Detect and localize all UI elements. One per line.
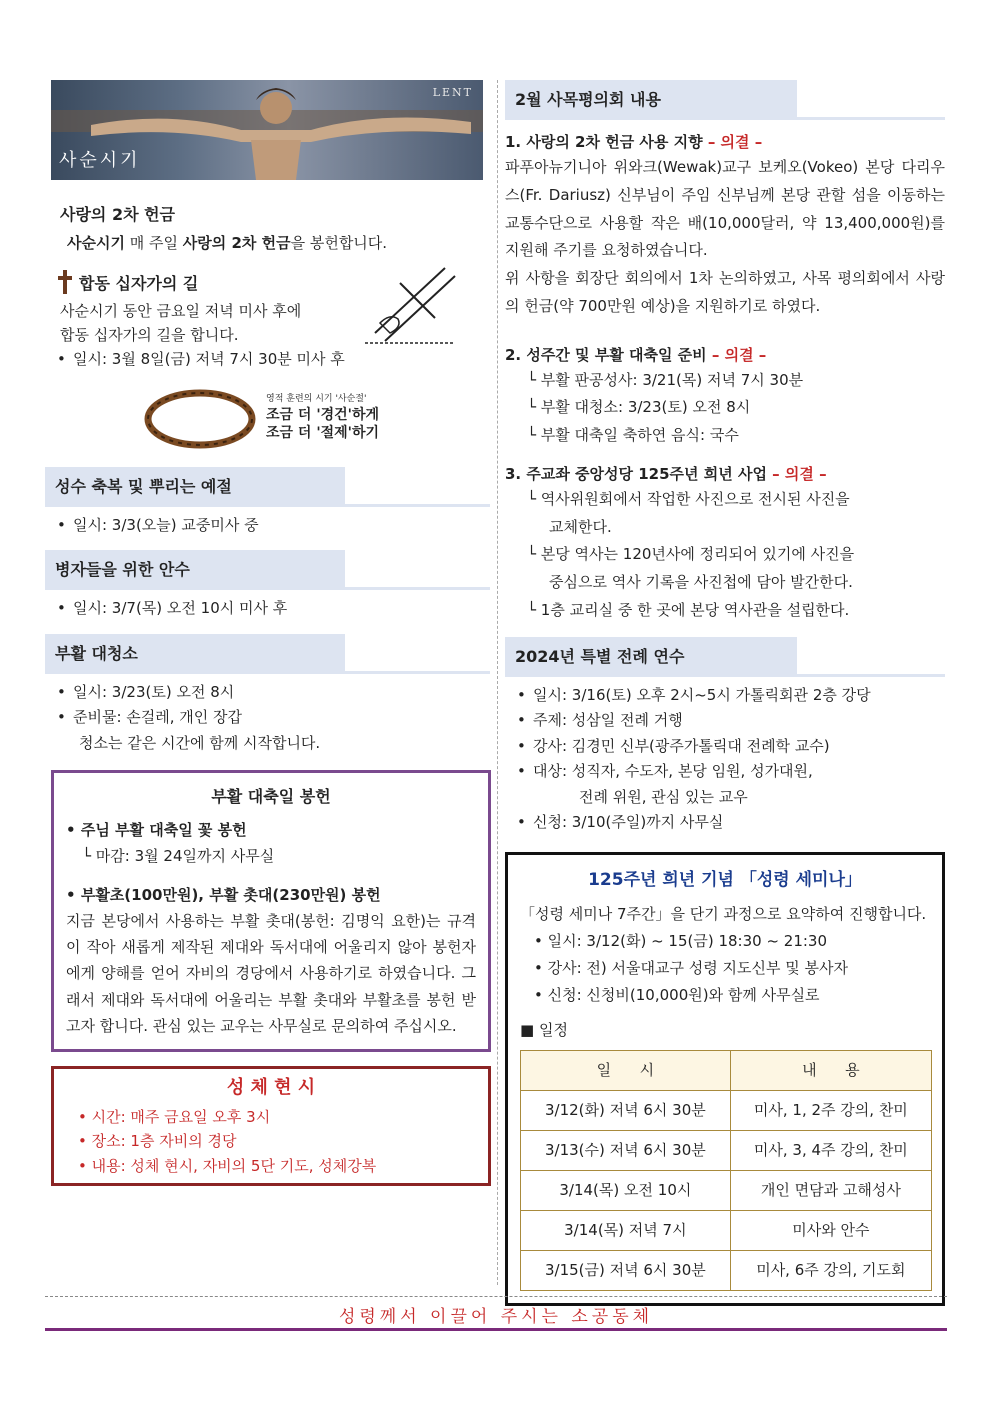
- liturgy-date-text: 일시: 3/16(토) 오후 2시~5시 가톨릭회관 2층 강당: [533, 685, 871, 704]
- holy-water-section: [45, 467, 490, 507]
- liturgy-target-text: 대상: 성직자, 수도자, 본당 임원, 성가대원,: [533, 762, 813, 780]
- lent-banner-image: [51, 80, 483, 180]
- flower-offering-deadline: └ 마감: 3월 24일까지 사무실: [82, 847, 275, 866]
- right-column: [505, 80, 945, 1306]
- lent-label: LENT: [432, 86, 473, 99]
- council-item-2-tag: – 의결 –: [706, 345, 767, 364]
- schedule-date: 3/13(수) 저녁 6시 30분: [521, 1131, 731, 1171]
- footer-divider-bottom: [45, 1328, 947, 1331]
- council-item-1-text-2: 위 사항을 회장단 회의에서 1차 논의하였고, 사목 평의회에서 사랑의 헌금(약 700만원 예상)을 지원하기로 하였다.: [505, 269, 945, 315]
- schedule-header-content: 내 용: [730, 1051, 931, 1091]
- council-item-3-tag: – 의결 –: [766, 464, 827, 483]
- crown-caption: [266, 394, 379, 442]
- liturgy-apply: • 신청: 3/10(주일)까지 사무실: [517, 813, 724, 831]
- council-item-2-head: [505, 343, 945, 367]
- liturgy-theme: • 주제: 성삼일 전례 거행: [517, 711, 683, 729]
- stations-line-1: 사순시기 동안 금요일 저녁 미사 후에: [60, 302, 302, 320]
- liturgy-speaker: • 강사: 김경민 신부(광주가톨릭대 전례학 교수): [517, 736, 830, 755]
- council-item-2-title: 2. 성주간 및 부활 대축일 준비: [505, 345, 707, 364]
- schedule-date: 3/12(화) 저녁 6시 30분: [521, 1091, 731, 1131]
- council-item-2-b: └ 부활 대청소: 3/23(토) 오전 8시: [527, 398, 751, 417]
- text-plain-1: 매 주일: [124, 234, 183, 252]
- schedule-content: 미사, 3, 4주 강의, 찬미: [730, 1131, 931, 1171]
- candle-offering-text: 부활초(100만원), 부활 촛대(230만원) 봉헌: [80, 885, 381, 904]
- holy-water-title: 성수 축복 및 뿌리는 예절: [45, 467, 345, 504]
- council-item-3-b2: 중심으로 역사 기록을 사진첩에 담아 발간한다.: [549, 573, 853, 591]
- stations-title: 합동 십자가의 길: [79, 273, 199, 293]
- seminar-date-text: 일시: 3/12(화) ~ 15(금) 18:30 ~ 21:30: [547, 932, 828, 951]
- schedule-date: 3/14(목) 오전 10시: [521, 1171, 731, 1211]
- carrying-cross-illustration: [360, 263, 460, 348]
- council-section: [505, 80, 945, 120]
- liturgy-target-2: 전례 위원, 관심 있는 교우: [579, 787, 748, 806]
- cross-icon: [57, 269, 73, 295]
- seminar-speaker: • 강사: 전) 서울대교구 성령 지도신부 및 봉사자: [534, 959, 848, 978]
- anointing-date-text: 일시: 3/7(목) 오전 10시 미사 후: [73, 599, 288, 617]
- adoration-place-text: 장소: 1층 자비의 경당: [91, 1132, 237, 1151]
- cleaning-date: • 일시: 3/23(토) 오전 8시: [57, 682, 235, 701]
- holy-water-date-text: 일시: 3/3(오늘) 교중미사 중: [73, 515, 259, 534]
- seminar-title: 125주년 희년 기념 「성령 세미나」: [588, 869, 862, 890]
- seminar-intro: 「성령 세미나 7주간」을 단기 과정으로 요약하여 진행합니다.: [520, 905, 927, 924]
- left-column: [45, 80, 490, 1186]
- text-plain-2: 을 봉헌합니다.: [290, 234, 388, 252]
- council-title: 2월 사목평의회 내용: [505, 80, 797, 117]
- adoration-box: [51, 1066, 491, 1186]
- council-item-3-a1: └ 역사위원회에서 작업한 사진으로 전시된 사진을: [527, 489, 850, 508]
- adoration-place: • 장소: 1층 자비의 경당: [78, 1132, 237, 1151]
- adoration-time-text: 시간: 매주 금요일 오후 3시: [91, 1107, 271, 1126]
- council-item-3-head: [505, 462, 945, 486]
- council-item-1-tag: – 의결 –: [702, 133, 763, 151]
- council-item-2-a: └ 부활 판공성사: 3/21(목) 저녁 7시 30분: [527, 370, 804, 389]
- table-row: [521, 1211, 932, 1251]
- liturgy-theme-text: 주제: 성삼일 전례 거행: [533, 711, 683, 729]
- square-bullet-icon: ■: [520, 1021, 535, 1040]
- council-item-3-a2: 교체한다.: [549, 517, 612, 536]
- crown-of-thorns-block: [140, 383, 490, 455]
- council-item-3-b1: └ 본당 역사는 120년사에 정리되어 있기에 사진을: [527, 545, 855, 564]
- liturgy-date: • 일시: 3/16(토) 오후 2시~5시 가톨릭회관 2층 강당: [517, 685, 871, 704]
- liturgy-apply-text: 신청: 3/10(주일)까지 사무실: [533, 813, 724, 831]
- schedule-label-text: 일정: [538, 1021, 568, 1040]
- text-bold-1: 사순시기: [67, 234, 125, 252]
- adoration-content: • 내용: 성체 현시, 자비의 5단 기도, 성체강복: [78, 1157, 377, 1176]
- schedule-content: 미사, 1, 2주 강의, 찬미: [730, 1091, 931, 1131]
- schedule-header-row: [521, 1051, 932, 1091]
- holy-water-date: • 일시: 3/3(오늘) 교중미사 중: [57, 515, 259, 534]
- cleaning-title: 부활 대청소: [45, 634, 345, 671]
- seminar-box: [505, 852, 945, 1307]
- flower-offering-text: 주님 부활 대축일 꽃 봉헌: [80, 821, 247, 839]
- schedule-header-date: 일 시: [521, 1051, 731, 1091]
- crown-line-2: 조금 더 '절제'하기: [266, 425, 379, 442]
- schedule-date: 3/14(목) 저녁 7시: [521, 1211, 731, 1251]
- schedule-content: 개인 면담과 고해성사: [730, 1171, 931, 1211]
- candle-offering-item: • 부활초(100만원), 부활 촛대(230만원) 봉헌: [66, 885, 381, 904]
- council-item-3-c: └ 1층 교리실 중 한 곳에 본당 역사관을 설립한다.: [527, 600, 850, 619]
- footer-motto: 성령께서 이끌어 주시는 소공동체: [338, 1307, 654, 1327]
- liturgy-title: 2024년 특별 전례 연수: [505, 637, 797, 674]
- flower-offering-item: • 주님 부활 대축일 꽃 봉헌: [66, 821, 247, 839]
- second-collection-title: 사랑의 2차 헌금: [60, 205, 176, 224]
- crown-of-thorns-icon: [140, 383, 260, 455]
- easter-offering-title: 부활 대축일 봉헌: [211, 787, 331, 806]
- table-row: [521, 1131, 932, 1171]
- cleaning-date-text: 일시: 3/23(토) 오전 8시: [73, 682, 235, 701]
- second-collection-text: [45, 231, 490, 255]
- council-item-3-title: 3. 주교좌 중앙성당 125주년 희년 사업: [505, 464, 767, 483]
- schedule-date: 3/15(금) 저녁 6시 30분: [521, 1251, 731, 1291]
- seminar-date: • 일시: 3/12(화) ~ 15(금) 18:30 ~ 21:30: [534, 932, 828, 951]
- crown-line-1: 조금 더 '경건'하게: [266, 407, 379, 424]
- adoration-content-text: 내용: 성체 현시, 자비의 5단 기도, 성체강복: [91, 1157, 377, 1176]
- council-item-1-title: 1. 사랑의 2차 헌금 사용 지향: [505, 133, 703, 151]
- table-row: [521, 1091, 932, 1131]
- cleaning-supplies: • 준비물: 손걸레, 개인 장갑: [57, 708, 243, 726]
- liturgy-speaker-text: 강사: 김경민 신부(광주가톨릭대 전례학 교수): [533, 736, 830, 755]
- schedule-table: [520, 1050, 932, 1291]
- seminar-apply: • 신청: 신청비(10,000원)와 함께 사무실로: [534, 986, 820, 1005]
- stations-date: • 일시: 3월 8일(금) 저녁 7시 30분 미사 후: [57, 350, 345, 368]
- crown-small-caption: 영적 훈련의 시기 '사순절': [266, 394, 367, 405]
- council-item-2-c: └ 부활 대축일 축하연 음식: 국수: [527, 426, 739, 444]
- council-item-1-head: [505, 130, 945, 154]
- schedule-content: 미사, 6주 강의, 기도회: [730, 1251, 931, 1291]
- footer-divider-top: [45, 1296, 947, 1297]
- table-row: [521, 1171, 932, 1211]
- stations-date-text: 일시: 3월 8일(금) 저녁 7시 30분 미사 후: [73, 350, 345, 368]
- council-item-1-text: 파푸아뉴기니아 위와크(Wewak)교구 보케오(Vokeo) 본당 다리우스(Fr. Dariusz) 신부님이 주임 신부님께 본당 관할 섬을 이동하는 교통수단으로 사용할 작은 배(10,000달러, 약 13,400,000원)를 지원해 주기를 요청하였습니다.: [505, 158, 945, 260]
- cleaning-supplies-text: 준비물: 손걸레, 개인 장갑: [73, 708, 243, 726]
- schedule-content: 미사와 안수: [730, 1211, 931, 1251]
- seminar-speaker-text: 강사: 전) 서울대교구 성령 지도신부 및 봉사자: [547, 959, 848, 978]
- candle-offering-paragraph: 지금 본당에서 사용하는 부활 촛대(봉헌: 김명익 요한)는 규격이 작아 새롭게 제작된 제대와 독서대에 어울리지 않아 봉헌자에게 양해를 얻어 자비의 경당에서 사용하기로 하였습니다. 그래서 제대와 독서대에 어울리는 부활 촛대와 부활초를 봉헌 받고자 합니다. 관심 있는 교우는 사무실로 문의하여 주십시오.: [66, 911, 476, 1035]
- adoration-time: • 시간: 매주 금요일 오후 3시: [78, 1107, 271, 1126]
- column-divider: [497, 80, 498, 1285]
- adoration-title: 성 체 현 시: [226, 1077, 316, 1098]
- anointing-section: [45, 550, 490, 590]
- liturgy-section: [505, 637, 945, 677]
- easter-offering-box: [51, 770, 491, 1052]
- anointing-title: 병자들을 위한 안수: [45, 550, 345, 587]
- text-bold-2: 사랑의 2차 헌금: [182, 234, 291, 252]
- schedule-label: [520, 1017, 930, 1044]
- anointing-date: • 일시: 3/7(목) 오전 10시 미사 후: [57, 599, 288, 617]
- stations-line-2: 합동 십자가의 길을 합니다.: [60, 326, 239, 344]
- banner-title: 사순시기: [59, 150, 141, 171]
- cleaning-section: [45, 634, 490, 674]
- table-row: [521, 1251, 932, 1291]
- liturgy-target: • 대상: 성직자, 수도자, 본당 임원, 성가대원,: [517, 762, 813, 780]
- cleaning-note: 청소는 같은 시간에 함께 시작합니다.: [79, 733, 321, 752]
- seminar-apply-text: 신청: 신청비(10,000원)와 함께 사무실로: [547, 986, 820, 1005]
